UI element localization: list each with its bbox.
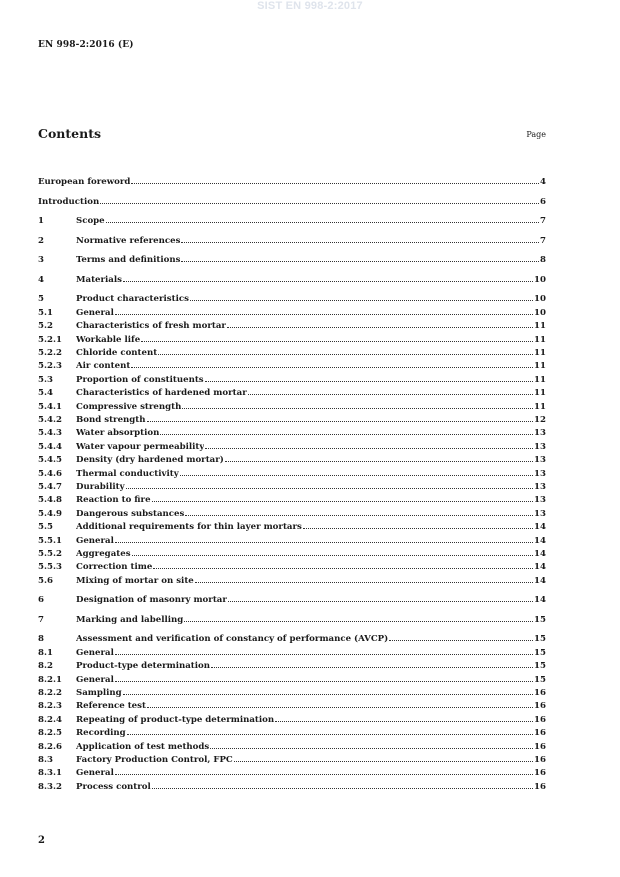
toc-entry-title: Correction time [76,562,153,573]
toc-entry-title: General [76,674,114,685]
toc-entry-page: 13 [534,481,546,492]
toc-entry[interactable] [38,215,546,228]
toc-entry[interactable] [38,521,546,534]
toc-dot-leader [147,706,533,708]
toc-dot-leader [205,380,533,382]
toc-dot-leader [185,514,533,516]
toc-dot-leader [115,653,533,655]
toc-entry-page: 15 [534,674,546,685]
document-identifier: EN 998-2:2016 (E) [38,40,134,50]
toc-entry[interactable] [38,347,546,360]
toc-entry-number: 3 [38,255,44,266]
toc-entry-title: Repeating of product-type determination [76,714,275,725]
toc-entry[interactable] [38,414,546,427]
toc-entry-title: Product-type determination [76,661,211,672]
toc-entry-number: 8.2.1 [38,674,62,685]
toc-dot-leader [131,366,533,368]
toc-entry-page: 15 [534,614,546,625]
toc-entry[interactable] [38,481,546,494]
toc-entry[interactable] [38,235,546,248]
toc-entry-title: General [76,535,114,546]
toc-entry[interactable] [38,320,546,333]
page-number: 2 [38,835,45,846]
toc-entry-title: Factory Production Control, FPC [76,754,233,765]
toc-dot-leader [182,407,533,409]
toc-entry-page: 10 [534,274,546,285]
toc-entry[interactable] [38,293,546,306]
toc-entry[interactable] [38,767,546,780]
toc-entry-number: 5.6 [38,575,53,586]
toc-entry-page: 11 [534,388,546,399]
toc-dot-leader [205,447,533,449]
toc-entry-number: 5.2.1 [38,334,62,345]
toc-entry-number: 5.5.3 [38,562,62,573]
toc-entry-number: 6 [38,595,44,606]
toc-entry-page: 11 [534,374,546,385]
toc-entry[interactable] [38,727,546,740]
toc-entry-page: 16 [534,741,546,752]
toc-entry-title: Terms and definitions [76,255,181,266]
toc-entry[interactable] [38,307,546,320]
toc-entry-number: 5.4.3 [38,428,62,439]
toc-dot-leader [126,487,533,489]
toc-entry-title: Water vapour permeability [76,441,205,452]
page-column-label: Page [526,130,546,139]
toc-entry-page: 13 [534,441,546,452]
toc-entry[interactable] [38,548,546,561]
toc-entry-page: 10 [534,294,546,305]
toc-entry[interactable] [38,374,546,387]
toc-entry[interactable] [38,647,546,660]
toc-entry-number: 5.4.5 [38,455,62,466]
toc-entry-title: Recording [76,728,126,739]
toc-entry-number: 5.2.3 [38,361,62,372]
toc-entry[interactable] [38,334,546,347]
toc-dot-leader [147,420,534,422]
toc-entry-title: Designation of masonry mortar [76,595,227,606]
toc-entry-page: 14 [534,522,546,533]
toc-entry-number: 5 [38,294,44,305]
toc-entry-title: General [76,768,114,779]
toc-entry[interactable] [38,660,546,673]
toc-dot-leader [180,474,533,476]
toc-entry-title: Compressive strength [76,401,182,412]
toc-entry-number: 8.2.5 [38,728,62,739]
toc-entry[interactable] [38,687,546,700]
toc-entry-title: Air content [76,361,131,372]
toc-entry-title: Mixing of mortar on site [76,575,194,586]
toc-entry-page: 15 [534,647,546,658]
toc-entry-number: 4 [38,274,44,285]
toc-entry-number: 8.3 [38,754,53,765]
toc-entry-title: Materials [76,274,122,285]
toc-entry[interactable] [38,674,546,687]
toc-dot-leader [303,527,533,529]
toc-entry-title: General [76,647,114,658]
toc-entry[interactable] [38,508,546,521]
toc-entry-title: Dangerous substances [76,508,185,519]
toc-entry-page: 16 [534,728,546,739]
toc-entry-number: 8.2.3 [38,701,62,712]
toc-dot-leader [106,221,539,223]
toc-entry-page: 14 [534,548,546,559]
toc-entry[interactable] [38,454,546,467]
toc-dot-leader [152,500,533,502]
toc-dot-leader [132,554,533,556]
toc-entry-page: 16 [534,714,546,725]
toc-entry-title: Normative references [76,235,181,246]
toc-entry-number: 8 [38,634,44,645]
toc-entry-page: 11 [534,401,546,412]
toc-entry[interactable] [38,781,546,794]
toc-entry-title: European foreword [38,177,131,187]
toc-entry-title: Additional requirements for thin layer mortars [76,522,302,533]
toc-entry-number: 2 [38,235,44,246]
toc-entry-number: 5.5 [38,522,53,533]
toc-entry-number: 8.3.1 [38,768,62,779]
toc-entry-number: 5.2.2 [38,348,62,359]
toc-entry-title: Reference test [76,701,146,712]
toc-entry-page: 13 [534,455,546,466]
toc-entry-page: 16 [534,687,546,698]
toc-entry-title: Water absorption [76,428,160,439]
toc-entry-number: 8.1 [38,647,53,658]
toc-dot-leader [131,182,539,184]
toc-entry-title: Bond strength [76,414,146,425]
toc-entry-page: 15 [534,634,546,645]
toc-entry-page: 13 [534,508,546,519]
toc-entry-title: Thermal conductivity [76,468,179,479]
toc-entry-title: Chloride content [76,348,158,359]
toc-entry-title: Process control [76,781,151,792]
toc-entry-page: 16 [534,754,546,765]
toc-dot-leader [115,313,533,315]
toc-entry[interactable] [38,274,546,287]
toc-entry-title: Assessment and verification of constancy of performance (AVCP) [76,634,389,645]
toc-dot-leader [152,787,533,789]
toc-entry-title: Characteristics of hardened mortar [76,388,247,399]
toc-dot-leader [190,299,533,301]
toc-entry[interactable] [38,575,546,588]
toc-entry-page: 13 [534,428,546,439]
toc-dot-leader [115,541,533,543]
toc-entry[interactable] [38,468,546,481]
toc-entry-number: 8.2.6 [38,741,62,752]
toc-dot-leader [234,760,533,762]
toc-entry-title: Introduction [38,196,100,207]
watermark: SIST EN 998-2:2017 [257,0,363,12]
toc-dot-leader [181,241,539,243]
toc-dot-leader [248,393,533,395]
toc-entry-title: Durability [76,481,125,492]
toc-entry-page: 7 [540,216,546,227]
toc-entry[interactable] [38,176,546,189]
toc-entry-title: Sampling [76,687,122,698]
toc-entry-page: 11 [534,361,546,372]
toc-dot-leader [123,280,533,282]
toc-dot-leader [115,773,533,775]
toc-entry-number: 5.4.1 [38,401,62,412]
toc-entry[interactable] [38,360,546,373]
toc-entry-title: Marking and labelling [76,614,184,625]
toc-entry-page: 13 [534,468,546,479]
toc-dot-leader [181,260,539,262]
toc-dot-leader [184,620,533,622]
toc-dot-leader [158,353,533,355]
toc-entry[interactable] [38,700,546,713]
toc-entry[interactable] [38,427,546,440]
toc-entry-number: 8.3.2 [38,781,62,792]
toc-dot-leader [115,680,533,682]
toc-entry[interactable] [38,401,546,414]
toc-entry-page: 7 [540,235,546,246]
toc-entry-page: 11 [534,321,546,332]
toc-entry-title: Characteristics of fresh mortar [76,321,226,332]
toc-entry-page: 12 [534,414,546,425]
toc-entry-title: Application of test methods [76,741,210,752]
toc-entry-number: 8.2.2 [38,687,62,698]
toc-entry-number: 5.2 [38,321,53,332]
toc-entry-page: 4 [540,177,546,187]
toc-dot-leader [275,720,533,722]
toc-entry-number: 5.4 [38,388,53,399]
toc-dot-leader [225,460,533,462]
toc-entry-number: 8.2.4 [38,714,62,725]
toc-dot-leader [210,747,533,749]
toc-entry-page: 14 [534,575,546,586]
toc-entry-title: Aggregates [76,548,131,559]
toc-entry-page: 14 [534,535,546,546]
toc-entry[interactable] [38,741,546,754]
toc-dot-leader [153,567,533,569]
toc-entry[interactable] [38,614,546,627]
toc-entry-title: Reaction to fire [76,495,151,506]
toc-entry[interactable] [38,633,546,646]
toc-dot-leader [160,433,533,435]
toc-entry-number: 5.5.1 [38,535,62,546]
toc-entry-title: Workable life [76,334,141,345]
toc-entry[interactable] [38,494,546,507]
toc-entry[interactable] [38,196,546,209]
toc-entry[interactable] [38,387,546,400]
toc-dot-leader [141,340,533,342]
toc-entry-number: 5.4.8 [38,495,62,506]
toc-entry-page: 14 [534,595,546,606]
toc-entry-number: 5.3 [38,374,53,385]
toc-entry[interactable] [38,561,546,574]
toc-entry-page: 6 [540,196,546,207]
toc-dot-leader [228,600,533,602]
table-of-contents [38,176,546,794]
toc-entry[interactable] [38,594,546,607]
toc-entry-number: 8.2 [38,661,53,672]
toc-entry-page: 16 [534,781,546,792]
toc-entry-number: 7 [38,614,44,625]
toc-dot-leader [123,693,533,695]
toc-entry-page: 13 [534,495,546,506]
toc-entry-title: Proportion of constituents [76,374,204,385]
toc-entry[interactable] [38,535,546,548]
contents-heading: Contents [38,126,102,141]
toc-entry-title: Density (dry hardened mortar) [76,455,224,466]
toc-entry-number: 5.4.6 [38,468,62,479]
toc-entry[interactable] [38,754,546,767]
toc-entry-number: 5.1 [38,307,53,318]
toc-entry-number: 5.5.2 [38,548,62,559]
toc-dot-leader [389,639,533,641]
toc-entry-page: 15 [534,661,546,672]
toc-entry-page: 10 [534,307,546,318]
toc-entry-page: 16 [534,701,546,712]
toc-dot-leader [127,733,533,735]
toc-entry-page: 16 [534,768,546,779]
toc-entry-title: Product characteristics [76,294,189,305]
toc-entry-number: 5.4.7 [38,481,62,492]
toc-entry-page: 8 [540,255,546,266]
toc-entry[interactable] [38,254,546,267]
toc-dot-leader [227,326,533,328]
toc-entry-number: 5.4.9 [38,508,62,519]
toc-entry-page: 11 [534,348,546,359]
toc-entry-number: 5.4.4 [38,441,62,452]
toc-entry-title: General [76,307,114,318]
toc-dot-leader [195,581,533,583]
toc-entry[interactable] [38,441,546,454]
toc-dot-leader [211,666,533,668]
toc-entry-page: 11 [534,334,546,345]
toc-entry-title: Scope [76,216,105,227]
toc-entry[interactable] [38,714,546,727]
toc-entry-number: 1 [38,216,44,227]
toc-entry-number: 5.4.2 [38,414,62,425]
toc-entry-page: 14 [534,562,546,573]
toc-dot-leader [100,202,539,204]
